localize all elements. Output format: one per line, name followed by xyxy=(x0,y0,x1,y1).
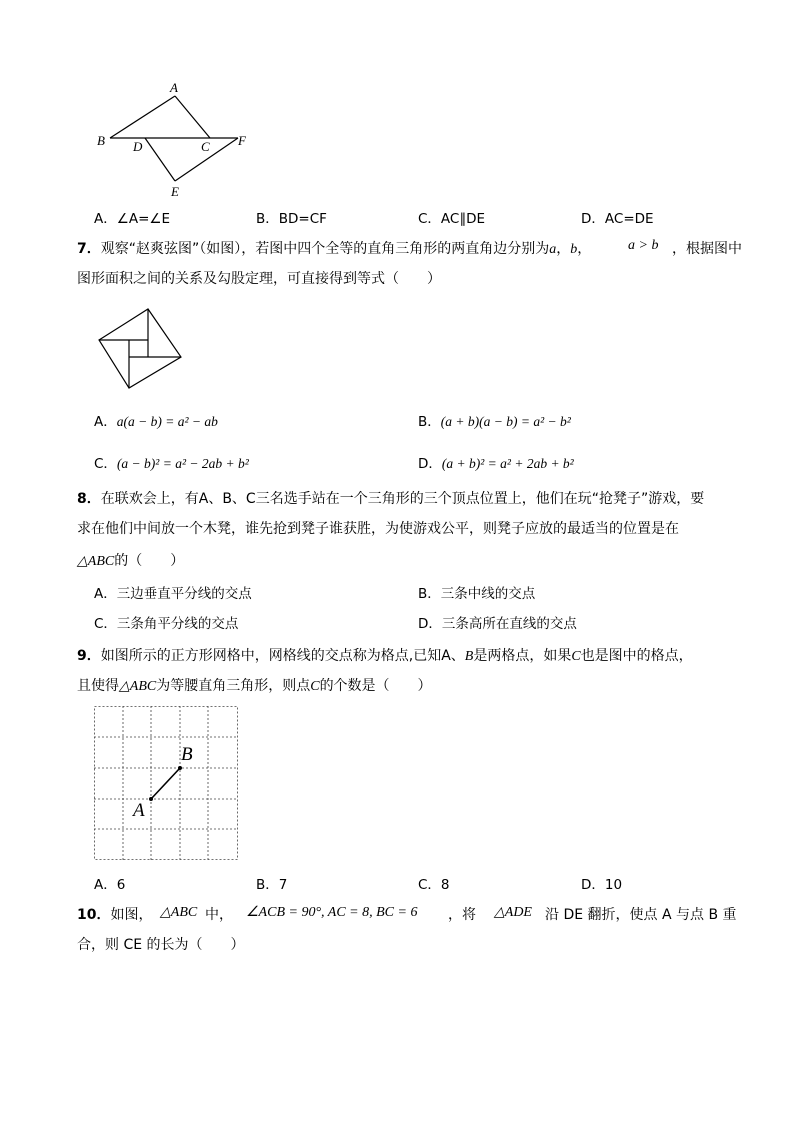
q6-label-C: C xyxy=(201,139,210,154)
q9-number: 9． xyxy=(77,648,101,664)
q8-stem-line1 xyxy=(77,488,704,508)
q10-number: 10． xyxy=(77,907,111,923)
q9-stem-1a: 如图所示的正方形网格中，网格线的交点称为格点,已知A、 xyxy=(100,648,465,664)
q7-option-d-label: D． xyxy=(418,456,442,472)
q9-segment-ab xyxy=(151,768,180,799)
q8-option-a: A．三边垂直平分线的交点 xyxy=(94,586,252,602)
q9-option-c: C．8 xyxy=(418,877,450,893)
q7-comma2: ， xyxy=(577,241,592,257)
q9-stem-line1 xyxy=(77,645,693,665)
q7-option-b-label: B． xyxy=(418,414,441,430)
q7-stem-3: 图形面积之间的关系及勾股定理，可直接得到等式（ ） xyxy=(77,271,441,287)
q8-stem-1: 在联欢会上，有A、B、C三名选手站在一个三角形的三个顶点位置上，他们在玩“抢凳子”游戏，要 xyxy=(100,491,705,507)
q7-option-d xyxy=(418,452,574,472)
q7-option-c-label: C． xyxy=(94,456,117,472)
q6-label-B: B xyxy=(97,133,105,148)
q7-option-c-expr: (a − b)² = a² − 2ab + b² xyxy=(116,456,249,471)
q7-option-a xyxy=(94,410,218,430)
q10-stem-line1 xyxy=(77,904,152,924)
q7-option-b xyxy=(418,410,571,430)
q6-option-d: D．AC=DE xyxy=(581,211,654,227)
q9-point-a xyxy=(149,797,153,801)
q7-option-d-expr: (a + b)² = a² + 2ab + b² xyxy=(441,456,574,471)
q7-option-b-expr: (a + b)(a − b) = a² − b² xyxy=(440,414,571,429)
q8-option-d: D．三条高所在直线的交点 xyxy=(418,616,577,632)
q6-option-a: A．∠A=∠E xyxy=(94,211,171,227)
q8-stem-line3 xyxy=(77,550,184,570)
q9-option-a: A．6 xyxy=(94,877,126,893)
q8-option-c: C．三条角平分线的交点 xyxy=(94,616,239,632)
q6-option-c: C．AC∥DE xyxy=(418,211,486,227)
q9-stem-2c: 的个数是（ ） xyxy=(319,678,432,694)
q10-stem-1c: ，将 xyxy=(448,907,476,923)
q7-comma1: ， xyxy=(556,241,571,257)
q7-stem-line1 xyxy=(77,238,591,258)
q8-stem-3: 的（ ） xyxy=(114,553,185,569)
q9-option-b: B．7 xyxy=(256,877,288,893)
q9-var-B: B xyxy=(464,649,474,664)
q10-condition: ∠ACB = 90°, AC = 8, BC = 6 xyxy=(246,905,418,920)
q9-triangle: △ABC xyxy=(119,679,157,694)
q7-stem-2: ，根据图中 xyxy=(672,241,742,257)
q7-option-a-expr: a(a − b) = a² − ab xyxy=(116,414,218,429)
q9-stem-line2 xyxy=(77,675,432,695)
q10-stem-1d: 沿 DE 翻折，使点 A 与点 B 重 xyxy=(545,907,737,923)
q7-number: 7． xyxy=(77,241,101,257)
q9-option-d: D．10 xyxy=(581,877,623,893)
q8-triangle: △ABC xyxy=(77,554,115,569)
q8-stem-2: 求在他们中间放一个木凳，谁先抢到凳子谁获胜，为使游戏公平，则凳子应放的最适当的位置是在 xyxy=(77,521,679,537)
q9-stem-1c: 也是图中的格点， xyxy=(580,648,693,664)
q9-grid-figure xyxy=(94,706,239,861)
q10-stem-2: 合，则 CE 的长为（ ） xyxy=(77,937,245,953)
q7-figure xyxy=(95,305,187,390)
q7-stem-1: 观察“赵爽弦图”（如图），若图中四个全等的直角三角形的两直角边分别为 xyxy=(100,241,550,257)
q8-option-b: B．三条中线的交点 xyxy=(418,586,536,602)
q9-point-b xyxy=(178,766,182,770)
q9-var-C2: C xyxy=(310,679,320,694)
q9-stem-2b: 为等腰直角三角形，则点 xyxy=(156,678,311,694)
q8-number: 8． xyxy=(77,491,101,507)
q6-label-A: A xyxy=(170,80,178,95)
q6-option-b: B．BD=CF xyxy=(256,211,327,227)
q7-var-b: b xyxy=(570,242,578,257)
q9-stem-1b: 是两格点，如果 xyxy=(473,648,572,664)
q7-condition: a > b xyxy=(628,238,659,253)
q7-option-a-label: A． xyxy=(94,414,117,430)
q7-option-c xyxy=(94,452,249,472)
q6-label-D: D xyxy=(133,139,143,154)
q10-triangle-abc: △ABC xyxy=(160,905,198,920)
q7-var-a: a xyxy=(549,242,557,257)
q9-stem-2a: 且使得 xyxy=(77,678,119,694)
q10-stem-1a: 如图， xyxy=(110,907,153,923)
q6-label-F: F xyxy=(238,133,246,148)
q10-stem-1b: 中， xyxy=(205,907,233,923)
q10-triangle-ade: △ADE xyxy=(494,905,532,920)
q9-var-C: C xyxy=(571,649,581,664)
q9-label-A: A xyxy=(133,800,145,821)
q9-label-B: B xyxy=(181,744,193,765)
q6-label-E: E xyxy=(171,184,179,199)
